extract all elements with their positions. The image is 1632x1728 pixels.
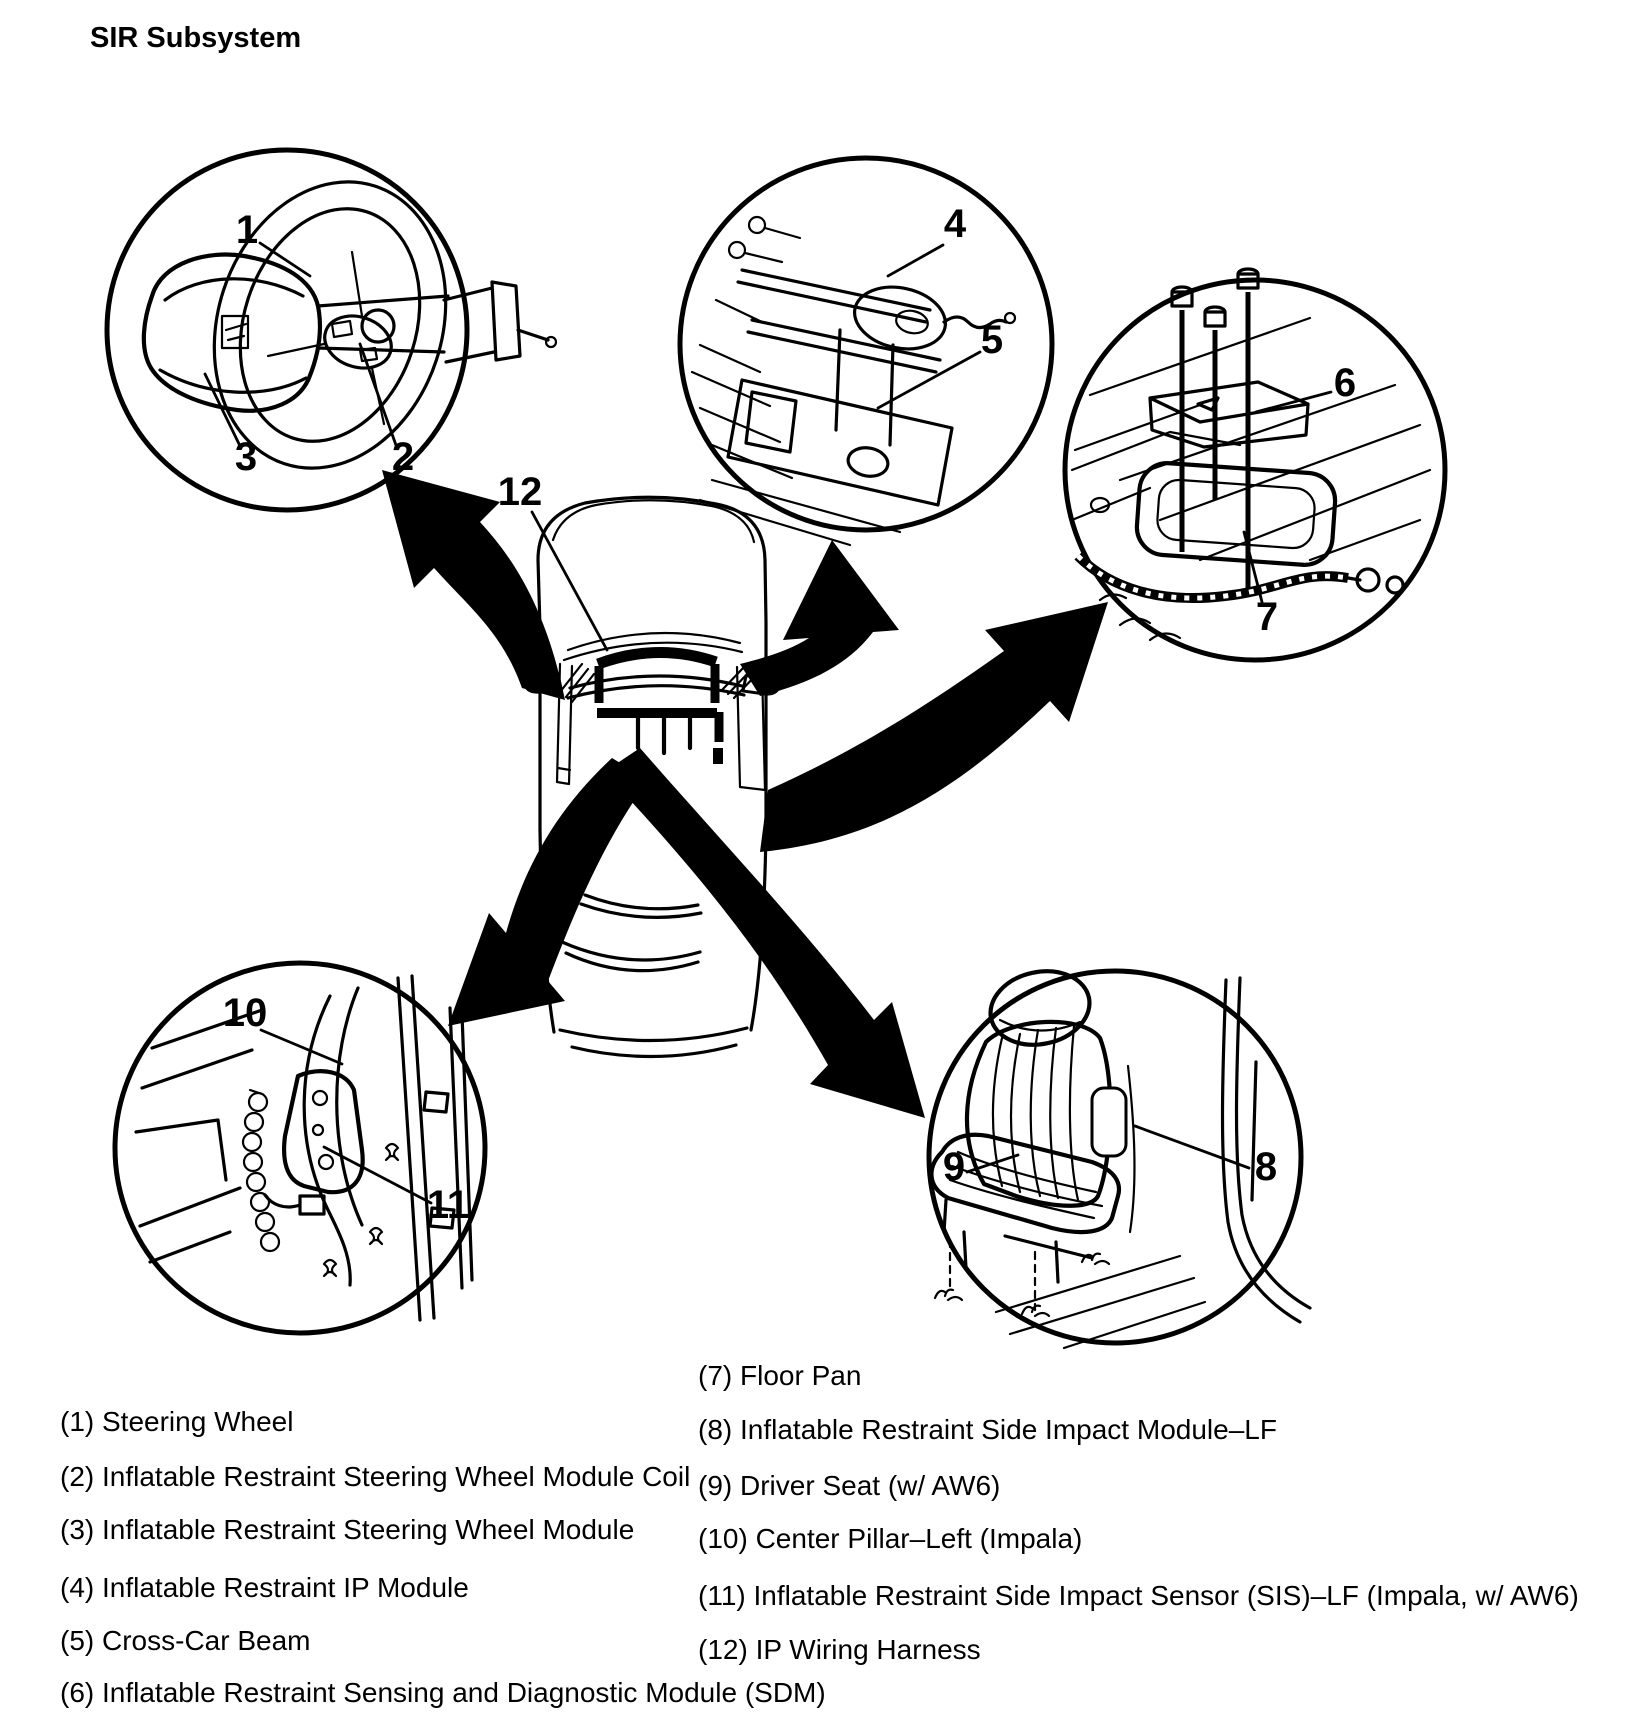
callout-10-leader xyxy=(261,1030,342,1064)
door-frame-lines xyxy=(136,1010,262,1262)
sis-sensor-bolts xyxy=(313,1091,333,1169)
circle-outline-center-pillar xyxy=(115,963,485,1333)
floor-pan-ribs xyxy=(1072,318,1430,560)
radiating-arrows xyxy=(382,470,1108,1118)
legend-item-12 xyxy=(698,1634,981,1666)
callout-11-leader xyxy=(324,1147,431,1203)
legend-text-10: (10) Center Pillar–Left (Impala) xyxy=(698,1523,1083,1554)
legend-item-9 xyxy=(698,1470,1000,1502)
seat-belt-line xyxy=(1128,1066,1134,1232)
sis-connector xyxy=(265,1195,324,1214)
ip-screws xyxy=(729,217,800,262)
callout-6: 6 xyxy=(1333,361,1357,405)
callout-2: 2 xyxy=(391,435,415,479)
car-rear-lines xyxy=(562,895,701,971)
legend-item-4 xyxy=(60,1572,469,1604)
harness-tube xyxy=(1078,556,1348,598)
arrow-to-center-pillar xyxy=(448,758,648,1026)
legend-text-7: (7) Floor Pan xyxy=(698,1360,862,1391)
callout-8: 8 xyxy=(1254,1145,1278,1189)
dash-oval-hole xyxy=(846,445,890,480)
dash-carrier-block xyxy=(728,380,952,505)
callout-7: 7 xyxy=(1255,595,1279,639)
detail-circle-center-pillar xyxy=(115,963,485,1333)
legend-item-5 xyxy=(60,1625,310,1657)
callout-5: 5 xyxy=(980,318,1004,362)
callout-1: 1 xyxy=(235,208,259,252)
side-impact-module xyxy=(1092,1088,1126,1156)
legend-item-1 xyxy=(60,1406,293,1438)
pillar-front-edges xyxy=(304,988,362,1285)
detail-circle-driver-seat xyxy=(929,962,1310,1348)
column-end-bracket xyxy=(444,282,548,362)
legend-text-6: (6) Inflatable Restraint Sensing and Diagnostic Module (SDM) xyxy=(60,1677,826,1708)
sdm-bolt-heads xyxy=(1172,269,1258,326)
car-ip-ticks xyxy=(638,717,690,753)
detail-circle-steering-wheel xyxy=(107,150,556,510)
legend-item-2 xyxy=(60,1461,690,1493)
callout-4: 4 xyxy=(943,202,967,246)
legend-text-11: (11) Inflatable Restraint Side Impact Sensor (SIS)–LF (Impala, w/ AW6) xyxy=(698,1580,1579,1611)
legend-item-8 xyxy=(698,1414,1277,1446)
legend-text-3: (3) Inflatable Restraint Steering Wheel Module xyxy=(60,1514,635,1545)
callout-3: 3 xyxy=(234,435,258,479)
legend-item-10 xyxy=(698,1523,1082,1555)
callout-6-leader xyxy=(1256,392,1331,412)
sdm-base-plate-outer xyxy=(1135,461,1337,566)
legend-item-6 xyxy=(60,1677,826,1709)
legend-item-7 xyxy=(698,1360,861,1392)
car-rear-bumper xyxy=(560,1028,747,1057)
pillar-vertical-lines xyxy=(398,976,472,1320)
car-cowl-band xyxy=(598,652,716,664)
detail-circle-sdm xyxy=(1065,269,1445,660)
callout-8-leader xyxy=(1135,1126,1249,1168)
detail-circle-ip-module xyxy=(680,158,1052,545)
seat-back-stripes xyxy=(993,1026,1078,1200)
callout-4-leader xyxy=(888,245,943,276)
airbag-module-surface-lines xyxy=(160,279,306,392)
callout-11: 11 xyxy=(426,1183,470,1227)
legend-item-3 xyxy=(60,1514,634,1546)
column-knob xyxy=(546,337,556,347)
legend-text-5: (5) Cross-Car Beam xyxy=(60,1625,311,1656)
legend-text-4: (4) Inflatable Restraint IP Module xyxy=(60,1572,469,1603)
callout-2-leader xyxy=(360,344,397,448)
pigtail-connector xyxy=(1005,313,1015,323)
page-title: SIR Subsystem xyxy=(90,22,302,54)
callout-10: 10 xyxy=(222,991,268,1035)
legend-text-1: (1) Steering Wheel xyxy=(60,1406,294,1437)
legend-item-11 xyxy=(698,1580,1579,1612)
car-cowl-stubs xyxy=(599,664,715,703)
legend-text-9: (9) Driver Seat (w/ AW6) xyxy=(698,1470,1001,1501)
wheel-hub xyxy=(318,308,398,377)
car-ip-block xyxy=(713,748,723,764)
harness-end-fittings xyxy=(1348,569,1403,593)
legend-text-8: (8) Inflatable Restraint Side Impact Module–LF xyxy=(698,1414,1277,1445)
callout-12: 12 xyxy=(497,470,543,514)
legend-text-12: (12) IP Wiring Harness xyxy=(698,1634,981,1665)
legend-text-2: (2) Inflatable Restraint Steering Wheel Module Coil xyxy=(60,1461,691,1492)
sis-coiled-wire xyxy=(243,1090,279,1251)
callout-9: 9 xyxy=(942,1145,966,1189)
